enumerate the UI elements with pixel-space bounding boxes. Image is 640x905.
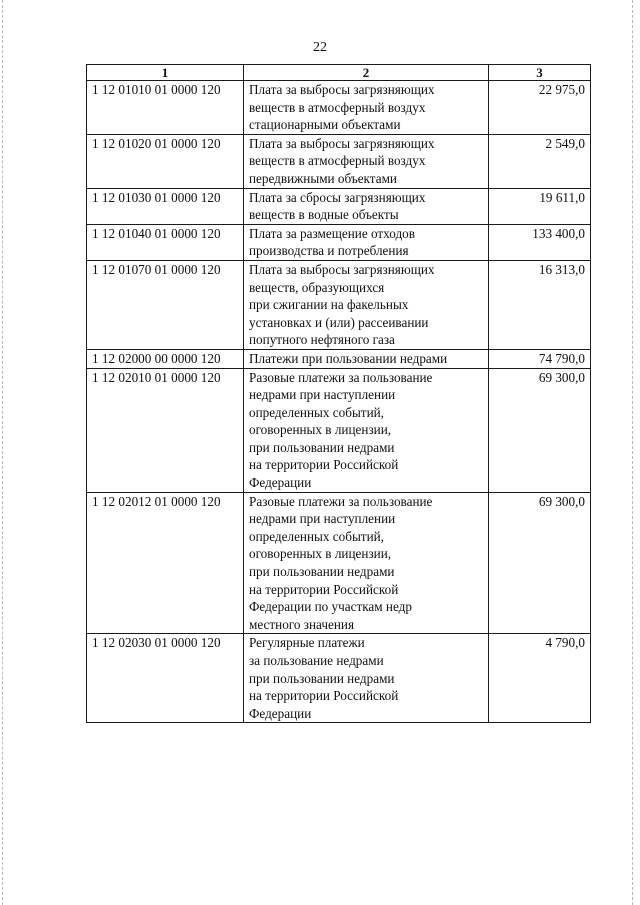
revenue-name: Плата за выбросы загрязняющих веществ в атмосферный воздух передвижными объектами xyxy=(244,134,489,188)
revenue-name: Плата за размещение отходов производства и потребления xyxy=(244,224,489,260)
revenue-code: 1 12 01040 01 0000 120 xyxy=(87,224,244,260)
revenue-code: 1 12 02000 00 0000 120 xyxy=(87,349,244,368)
table-header-row xyxy=(87,65,591,81)
revenue-table xyxy=(86,64,591,723)
column-header-amount: 3 xyxy=(489,65,591,81)
page-number: 22 xyxy=(313,40,327,55)
scan-edge-left xyxy=(2,0,3,905)
revenue-amount: 19 611,0 xyxy=(489,188,591,224)
revenue-code: 1 12 02010 01 0000 120 xyxy=(87,368,244,492)
revenue-name: Плата за выбросы загрязняющих веществ в атмосферный воздух стационарными объектами xyxy=(244,81,489,135)
revenue-amount: 74 790,0 xyxy=(489,349,591,368)
revenue-code: 1 12 01030 01 0000 120 xyxy=(87,188,244,224)
revenue-amount: 16 313,0 xyxy=(489,260,591,349)
revenue-code: 1 12 02012 01 0000 120 xyxy=(87,492,244,634)
table-row xyxy=(87,368,591,492)
revenue-name: Разовые платежи за пользование недрами при наступлении определенных событий, оговоренных в лицензии, при пользовании недрами на территории Российской Федерации xyxy=(244,368,489,492)
scan-edge-right xyxy=(632,0,633,905)
revenue-name: Платежи при пользовании недрами xyxy=(244,349,489,368)
revenue-code: 1 12 01010 01 0000 120 xyxy=(87,81,244,135)
column-header-code: 1 xyxy=(87,65,244,81)
table-row xyxy=(87,134,591,188)
table-row xyxy=(87,349,591,368)
revenue-amount: 4 790,0 xyxy=(489,634,591,723)
column-header-name: 2 xyxy=(244,65,489,81)
table-row xyxy=(87,634,591,723)
revenue-amount: 69 300,0 xyxy=(489,368,591,492)
revenue-code: 1 12 01020 01 0000 120 xyxy=(87,134,244,188)
revenue-code: 1 12 02030 01 0000 120 xyxy=(87,634,244,723)
table-row xyxy=(87,81,591,135)
revenue-amount: 22 975,0 xyxy=(489,81,591,135)
revenue-amount: 69 300,0 xyxy=(489,492,591,634)
revenue-name: Регулярные платежи за пользование недрами при пользовании недрами на территории Российской Федерации xyxy=(244,634,489,723)
revenue-name: Разовые платежи за пользование недрами при наступлении определенных событий, оговоренных в лицензии, при пользовании недрами на территории Российской Федерации по участкам недр местного значения xyxy=(244,492,489,634)
revenue-amount: 2 549,0 xyxy=(489,134,591,188)
revenue-code: 1 12 01070 01 0000 120 xyxy=(87,260,244,349)
table-row xyxy=(87,188,591,224)
table-row xyxy=(87,260,591,349)
table-row xyxy=(87,492,591,634)
table-row xyxy=(87,224,591,260)
revenue-name: Плата за сбросы загрязняющих веществ в водные объекты xyxy=(244,188,489,224)
revenue-amount: 133 400,0 xyxy=(489,224,591,260)
revenue-name: Плата за выбросы загрязняющих веществ, образующихся при сжигании на факельных установках и (или) рассеивании попутного нефтяного газа xyxy=(244,260,489,349)
